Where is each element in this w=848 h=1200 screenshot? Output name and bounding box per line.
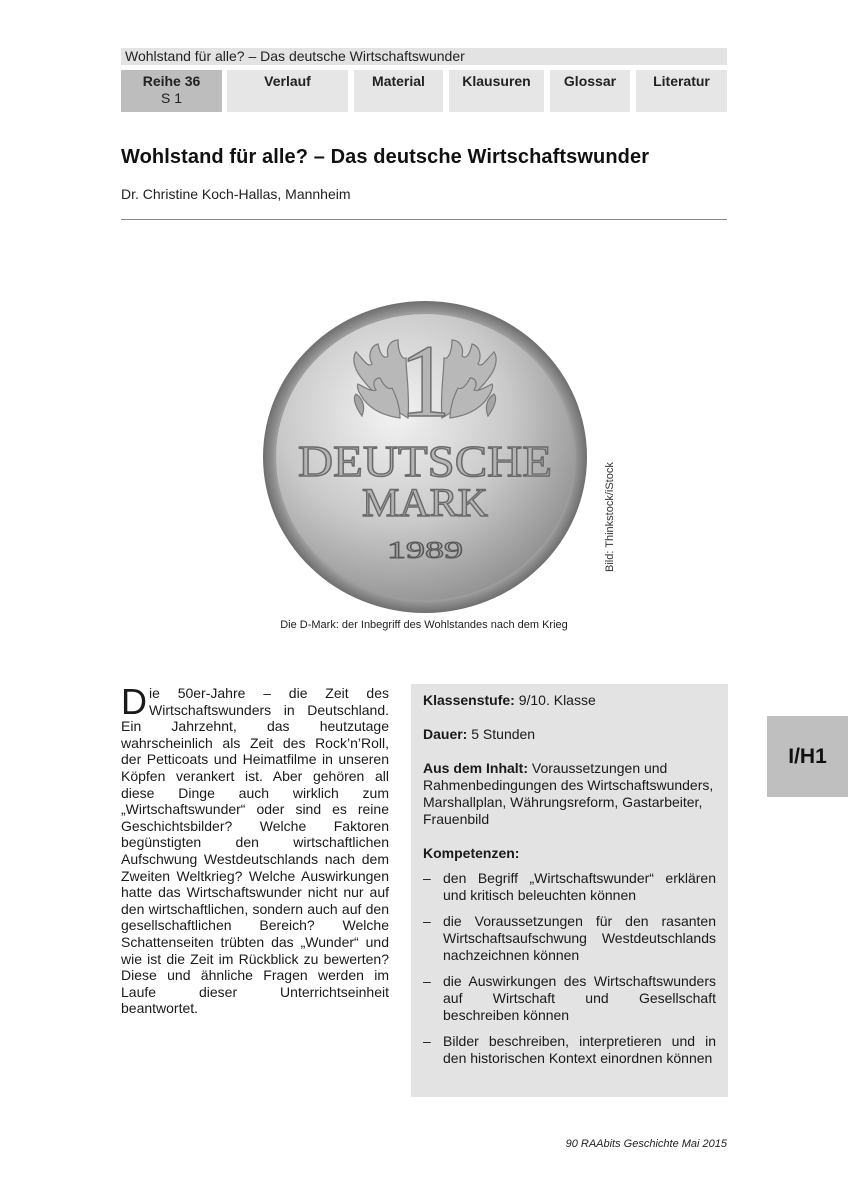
inhalt-label: Aus dem Inhalt: [423, 760, 529, 776]
footer-text: 90 RAAbits Geschichte Mai 2015 [565, 1138, 727, 1150]
coin-text-deutsche: DEUTSCHE [298, 437, 552, 486]
list-item: – die Auswirkungen des Wirtschaftswunders auf Wirtschaft und Gesellschaft beschreiben können [423, 973, 716, 1024]
klassenstufe-value: 9/10. Klasse [518, 692, 596, 708]
nav-reihe-sub: S 1 [160, 90, 182, 106]
intro-text: ie 50er-Jahre – die Zeit des Wirtschaftswunders in Deutschland. Ein Jahrzehnt, das heutzutage wahrscheinlich als Zeit des Rock’n’Roll, der Petticoats und Heimatfilme in unseren Köpfen verankert ist. Aber gehören all diese Dinge auch wirklich zum „Wirtschaftswunder“ oder sind es reine Geschichtsbilder? Welche Faktoren begünstigten den wirtschaftlichen Aufschwung Westdeutschlands nach dem Zweiten Weltkrieg? Welche Auswirkungen hatte das Wirtschaftswunder nicht nur auf den wirtschaftlichen, sondern auch auf den gesellschaftlichen Bereich? Welche Schattenseiten trübten das „Wunder“ und wie ist die Zeit im Rückblick zu bewerten? Diese und ähnliche Fragen werden im Laufe dieser Unterrichtseinheit beantwortet. [121, 685, 389, 1017]
nav-literatur[interactable]: Literatur [636, 70, 727, 112]
divider [121, 219, 727, 220]
klassenstufe-row [423, 692, 716, 709]
nav-material[interactable]: Material [354, 70, 443, 112]
nav-klausuren[interactable]: Klausuren [449, 70, 544, 112]
nav-verlauf[interactable]: Verlauf [227, 70, 348, 112]
figure-caption: Die D-Mark: der Inbegriff des Wohlstandes nach dem Krieg [280, 619, 568, 631]
dauer-value: 5 Stunden [471, 726, 536, 742]
dauer-row [423, 726, 716, 743]
list-item: – den Begriff „Wirtschaftswunder“ erklären und kritisch beleuchten können [423, 870, 716, 904]
drop-cap: D [121, 681, 147, 722]
nav-glossar[interactable]: Glossar [550, 70, 630, 112]
coin-image [260, 298, 590, 616]
intro-paragraph [121, 681, 389, 1017]
deutsche-mark-coin [260, 298, 590, 616]
section-tab: I/H1 [767, 716, 848, 797]
nav-reihe[interactable] [121, 70, 222, 112]
klassenstufe-label: Klassenstufe: [423, 692, 515, 708]
coin-text-mark: MARK [362, 480, 489, 525]
section-nav [0, 70, 848, 112]
list-item: – Bilder beschreiben, interpretieren und in den historischen Kontext einordnen können [423, 1033, 716, 1067]
page-title: Wohlstand für alle? – Das deutsche Wirtschaftswunder [121, 146, 650, 168]
nav-reihe-label: Reihe 36 [142, 73, 201, 89]
image-credit: Bild: Thinkstock/iStock [604, 462, 616, 572]
kompetenzen-section [423, 845, 716, 1067]
author-line: Dr. Christine Koch-Hallas, Mannheim [121, 186, 351, 202]
coin-year: 1989 [387, 538, 463, 564]
inhalt-value: Voraussetzungen und Rahmenbedingungen des Wirtschaftswunders, Marshallplan, Währungsreform, Gastarbeiter, Frauenbild [423, 760, 714, 827]
running-header: Wohlstand für alle? – Das deutsche Wirtschaftswunder [121, 48, 727, 65]
info-box [411, 684, 728, 1097]
kompetenzen-list [423, 870, 716, 1067]
inhalt-row [423, 760, 716, 828]
dauer-label: Dauer: [423, 726, 468, 742]
coin-numeral: 1 [399, 324, 451, 439]
list-item: – die Voraussetzungen für den rasanten Wirtschaftsaufschwung Westdeutschlands nachzeichnen können [423, 913, 716, 964]
kompetenzen-label: Kompetenzen: [423, 845, 520, 861]
